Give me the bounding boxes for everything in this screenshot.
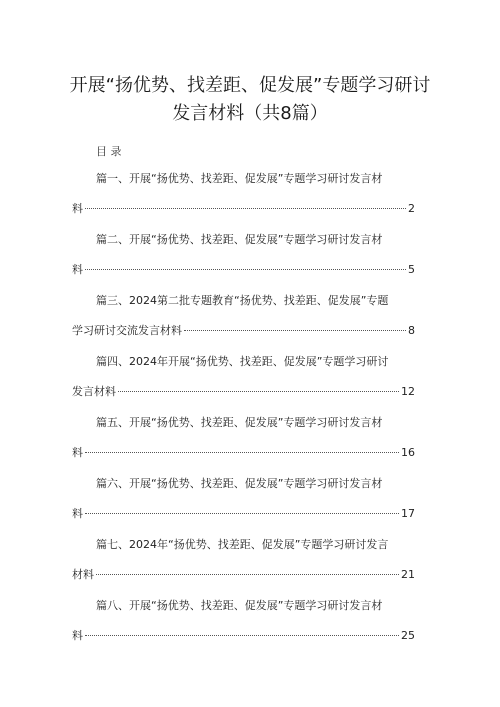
toc-entry-title: 篇二、开展“扬优势、找差距、促发展”专题学习研讨发言材 bbox=[96, 233, 383, 246]
toc-entry-title: 篇五、开展“扬优势、找差距、促发展”专题学习研讨发言材 bbox=[96, 416, 383, 429]
toc-page-number: 25 bbox=[401, 629, 415, 642]
toc-page-number: 21 bbox=[401, 568, 415, 581]
toc-entry-title-continuation: 料 bbox=[72, 446, 83, 459]
dot-leader bbox=[184, 330, 406, 331]
toc-entry-second-line bbox=[72, 200, 415, 216]
toc-page-number: 2 bbox=[408, 202, 415, 215]
dot-leader bbox=[85, 269, 406, 270]
toc-entry-title-continuation: 料 bbox=[72, 629, 83, 642]
toc-page-number: 8 bbox=[408, 324, 415, 337]
dot-leader bbox=[85, 513, 399, 514]
toc-entry-title: 篇七、2024年“扬优势、找差距、促发展”专题学习研讨发言 bbox=[96, 538, 389, 551]
toc-entry-second-line bbox=[72, 505, 415, 521]
toc-entry-title-continuation: 料 bbox=[72, 507, 83, 520]
toc-entry-second-line bbox=[72, 261, 415, 277]
dot-leader bbox=[96, 574, 399, 575]
toc-page-number: 16 bbox=[401, 446, 415, 459]
toc-entry-title-continuation: 料 bbox=[72, 263, 83, 276]
toc-entry-title-continuation: 料 bbox=[72, 202, 83, 215]
toc-entry-second-line bbox=[72, 322, 415, 338]
toc-entry-second-line bbox=[72, 627, 415, 643]
toc-entry-title: 篇一、开展“扬优势、找差距、促发展”专题学习研讨发言材 bbox=[96, 172, 383, 185]
toc-entry-title-continuation: 发言材料 bbox=[72, 385, 116, 398]
toc-entry-title-continuation: 学习研讨交流发言材料 bbox=[72, 324, 182, 337]
document-title-line-1: 开展“扬优势、找差距、促发展”专题学习研讨 bbox=[69, 75, 431, 96]
toc-entry-title: 篇八、开展“扬优势、找差距、促发展”专题学习研讨发言材 bbox=[96, 599, 383, 612]
toc-entry-second-line bbox=[72, 566, 415, 582]
toc-page-number: 12 bbox=[401, 385, 415, 398]
dot-leader bbox=[85, 635, 399, 636]
toc-entry-title-continuation: 材料 bbox=[72, 568, 94, 581]
dot-leader bbox=[85, 208, 406, 209]
toc-entry-title: 篇六、开展“扬优势、找差距、促发展”专题学习研讨发言材 bbox=[96, 477, 383, 490]
document-title-line-2: 发言材料（共8篇） bbox=[172, 103, 328, 124]
dot-leader bbox=[85, 452, 399, 453]
toc-heading: 目 录 bbox=[96, 145, 122, 158]
toc-entry-title: 篇三、2024第二批专题教育“扬优势、找差距、促发展”专题 bbox=[96, 294, 389, 307]
toc-page-number: 17 bbox=[401, 507, 415, 520]
toc-entry-second-line bbox=[72, 444, 415, 460]
toc-entry-title: 篇四、2024年开展“扬优势、找差距、促发展”专题学习研讨 bbox=[96, 355, 389, 368]
dot-leader bbox=[118, 391, 399, 392]
toc-page-number: 5 bbox=[408, 263, 415, 276]
toc-entry-second-line bbox=[72, 383, 415, 399]
